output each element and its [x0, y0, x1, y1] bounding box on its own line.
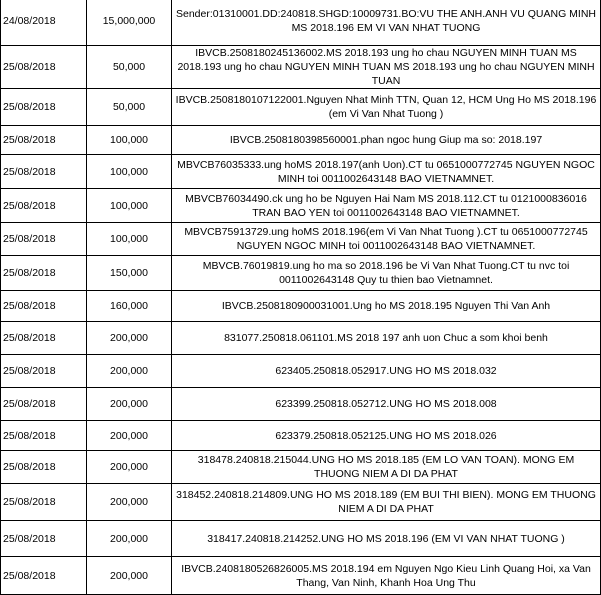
description-cell: IBVCB.2508180245136002.MS 2018.193 ung ho chau NGUYEN MINH TUAN MS 2018.193 ung ho chau NGUYEN MINH TUAN MS 2018.193 ung ho chau NGUYEN MINH TUAN [172, 46, 601, 89]
table-row [1, 322, 601, 355]
transactions-body [1, 0, 601, 595]
description-cell: MBVCB76034490.ck ung ho be Nguyen Hai Nam MS 2018.112.CT tu 0121000836016 TRAN BAO YEN toi 0011002643148 BAO VIETNAMNET. [172, 189, 601, 223]
amount-cell: 200,000 [87, 451, 172, 484]
table-row [1, 451, 601, 484]
table-row [1, 521, 601, 557]
date-cell: 25/08/2018 [1, 521, 87, 557]
table-row [1, 388, 601, 421]
table-row [1, 256, 601, 291]
amount-cell: 200,000 [87, 322, 172, 355]
description-cell: 318452.240818.214809.UNG HO MS 2018.189 (EM BUI THI BIEN). MONG EM THUONG NIEM A DI DA PHAT [172, 484, 601, 521]
table-row [1, 155, 601, 189]
table-row [1, 484, 601, 521]
amount-cell: 100,000 [87, 155, 172, 189]
date-cell: 25/08/2018 [1, 557, 87, 595]
amount-cell: 160,000 [87, 291, 172, 322]
date-cell: 25/08/2018 [1, 155, 87, 189]
date-cell: 25/08/2018 [1, 451, 87, 484]
table-row [1, 223, 601, 256]
date-cell: 25/08/2018 [1, 189, 87, 223]
table-row [1, 46, 601, 89]
description-cell: 623399.250818.052712.UNG HO MS 2018.008 [172, 388, 601, 421]
table-row [1, 89, 601, 126]
description-cell: MBVCB75913729.ung hoMS 2018.196(em Vi Van Nhat Tuong ).CT tu 0651000772745 NGUYEN NGOC MINH toi 0011002643148 BAO VIETNAMNET. [172, 223, 601, 256]
amount-cell: 200,000 [87, 355, 172, 388]
description-cell: 623405.250818.052917.UNG HO MS 2018.032 [172, 355, 601, 388]
amount-cell: 200,000 [87, 388, 172, 421]
description-cell: IBVCB.2508180107122001.Nguyen Nhat Minh TTN, Quan 12, HCM Ung Ho MS 2018.196 (em Vi Van Nhat Tuong ) [172, 89, 601, 126]
table-row [1, 126, 601, 155]
date-cell: 25/08/2018 [1, 223, 87, 256]
description-cell: MBVCB76035333.ung hoMS 2018.197(anh Uon).CT tu 0651000772745 NGUYEN NGOC MINH toi 0011002643148 BAO VIETNAMNET. [172, 155, 601, 189]
description-cell: Sender:01310001.DD:240818.SHGD:10009731.BO:VU THE ANH.ANH VU QUANG MINH MS 2018.196 EM VI VAN NHAT TUONG [172, 0, 601, 46]
amount-cell: 100,000 [87, 126, 172, 155]
amount-cell: 150,000 [87, 256, 172, 291]
amount-cell: 100,000 [87, 223, 172, 256]
table-row [1, 421, 601, 451]
date-cell: 25/08/2018 [1, 421, 87, 451]
description-cell: MBVCB.76019819.ung ho ma so 2018.196 be Vi Van Nhat Tuong.CT tu nvc toi 0011002643148 Quy tu thien bao Vietnamnet. [172, 256, 601, 291]
description-cell: 831077.250818.061101.MS 2018 197 anh uon Chuc a som khoi benh [172, 322, 601, 355]
date-cell: 25/08/2018 [1, 89, 87, 126]
description-cell: IBVCB.2508180398560001.phan ngoc hung Giup ma so: 2018.197 [172, 126, 601, 155]
date-cell: 25/08/2018 [1, 484, 87, 521]
date-cell: 25/08/2018 [1, 256, 87, 291]
description-cell: 623379.250818.052125.UNG HO MS 2018.026 [172, 421, 601, 451]
date-cell: 25/08/2018 [1, 322, 87, 355]
table-row [1, 291, 601, 322]
table-row [1, 0, 601, 46]
date-cell: 25/08/2018 [1, 355, 87, 388]
amount-cell: 15,000,000 [87, 0, 172, 46]
amount-cell: 200,000 [87, 521, 172, 557]
date-cell: 25/08/2018 [1, 46, 87, 89]
date-cell: 24/08/2018 [1, 0, 87, 46]
table-row [1, 557, 601, 595]
amount-cell: 200,000 [87, 557, 172, 595]
amount-cell: 100,000 [87, 189, 172, 223]
amount-cell: 50,000 [87, 46, 172, 89]
date-cell: 25/08/2018 [1, 388, 87, 421]
amount-cell: 50,000 [87, 89, 172, 126]
amount-cell: 200,000 [87, 484, 172, 521]
table-row [1, 355, 601, 388]
description-cell: IBVCB.2508180900031001.Ung ho MS 2018.195 Nguyen Thi Van Anh [172, 291, 601, 322]
table-row [1, 189, 601, 223]
description-cell: 318478.240818.215044.UNG HO MS 2018.185 (EM LO VAN TOAN). MONG EM THUONG NIEM A DI DA PHAT [172, 451, 601, 484]
description-cell: IBVCB.2408180526826005.MS 2018.194 em Nguyen Ngo Kieu Linh Quang Hoi, xa Van Thang, Van Ninh, Khanh Hoa Ung Thu [172, 557, 601, 595]
amount-cell: 200,000 [87, 421, 172, 451]
date-cell: 25/08/2018 [1, 126, 87, 155]
description-cell: 318417.240818.214252.UNG HO MS 2018.196 (EM VI VAN NHAT TUONG ) [172, 521, 601, 557]
date-cell: 25/08/2018 [1, 291, 87, 322]
